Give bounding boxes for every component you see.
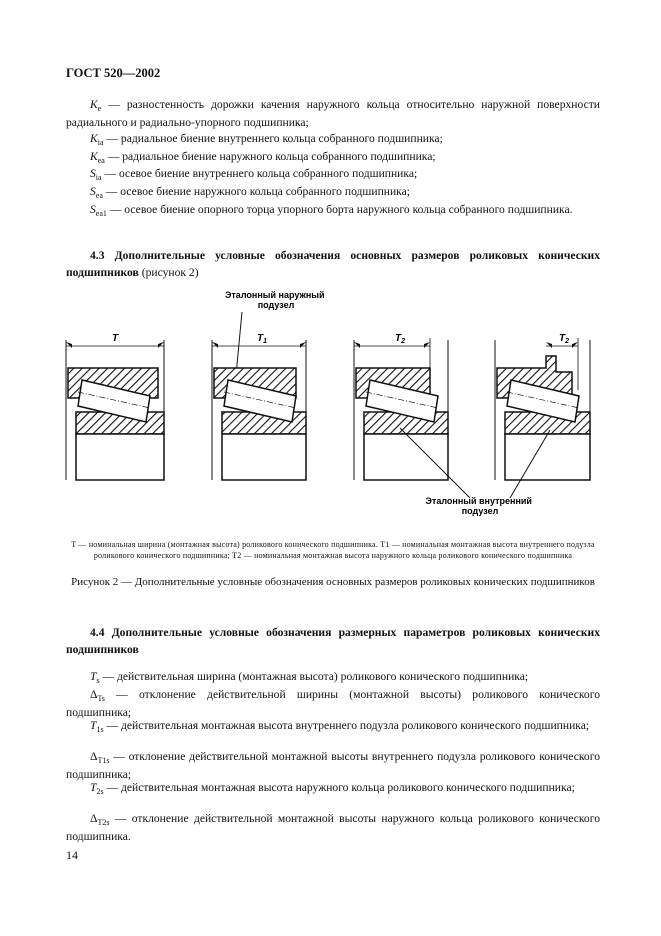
def-symbol: K xyxy=(90,98,98,111)
def-text: — действительная ширина (монтажная высота) роликового конического подшипника; xyxy=(99,670,529,683)
bearing-2 xyxy=(212,333,306,480)
def-symbol: T xyxy=(90,670,97,683)
def-text: — отклонение действительной монтажной высоты внутреннего подузла роликового конического подшипника; xyxy=(66,750,600,781)
def-ts xyxy=(66,668,600,686)
def-symbol: T xyxy=(90,781,97,794)
def-symbol: K xyxy=(90,150,98,163)
def-delta-ts xyxy=(66,686,600,721)
label-outer-line1: Эталонный наружный xyxy=(225,290,325,300)
def-text: — разностенность дорожки качения наружного кольца относительно наружной поверхности радиального и радиально-упорного подшипника; xyxy=(66,98,600,129)
section-title: 4.4 Дополнительные условные обозначения размерных параметров роликовых конических подшипников xyxy=(66,626,600,656)
def-symbol: T xyxy=(90,719,97,732)
leader-outer xyxy=(236,312,242,375)
def-symbol: S xyxy=(90,203,96,216)
def-symbol: S xyxy=(90,167,96,180)
label-outer-line2: подузел xyxy=(257,300,295,310)
def-text: — действительная монтажная высота наружного кольца роликового конического подшипника; xyxy=(103,781,575,794)
def-delta-t2s xyxy=(66,810,600,845)
def-symbol: Δ xyxy=(90,750,98,763)
page-number: 14 xyxy=(66,848,78,862)
def-subscript: T1s xyxy=(97,756,110,765)
def-text: — радиальное биение наружного кольца собранного подшипника; xyxy=(104,150,436,163)
section-suffix: (рисунок 2) xyxy=(138,266,199,279)
def-ke xyxy=(66,96,600,131)
def-subscript: s xyxy=(96,676,100,685)
dim-t: T xyxy=(111,333,119,344)
def-symbol: S xyxy=(90,185,96,198)
def-symbol: K xyxy=(90,132,98,145)
def-subscript: e xyxy=(97,104,102,113)
def-text: — отклонение действительной монтажной высоты наружного кольца роликового конического подшипника. xyxy=(66,812,600,843)
def-subscript: ia xyxy=(97,138,104,147)
section-4-4 xyxy=(66,624,600,658)
def-sea1 xyxy=(66,201,600,219)
figure-note: T — номинальная ширина (монтажная высота) роликового конического подшипника. T1 — номинальная монтажная высота внутреннего подузла роликового конического подшипника; T2 — номинальная монтажная высота наружного кольца роликового конического подшипника xyxy=(71,540,595,560)
def-symbol: Δ xyxy=(90,688,98,701)
def-subscript: Ts xyxy=(97,694,105,703)
dim-t2-a: $T_2$ xyxy=(394,333,406,345)
dim-t2-b: $T_2$ xyxy=(558,333,570,345)
page-header: ГОСТ 520—2002 xyxy=(66,66,161,80)
def-delta-t1s xyxy=(66,748,600,783)
dim-t1: $T_1$ xyxy=(256,333,268,345)
section-4-3 xyxy=(66,247,600,281)
def-subscript: T2s xyxy=(97,818,110,827)
def-t2s xyxy=(66,779,600,797)
section-title: 4.3 Дополнительные условные обозначения основных размеров роликовых конических подшипников xyxy=(66,249,600,279)
label-inner-subassembly xyxy=(426,496,535,516)
bearing-3 xyxy=(354,333,448,480)
def-sea xyxy=(66,183,600,201)
def-subscript: 2s xyxy=(96,787,104,796)
def-t1s xyxy=(66,717,600,735)
def-text: — отклонение действительной ширины (монтажной высоты) роликового конического подшипника; xyxy=(66,688,600,719)
figure-2 xyxy=(0,280,661,530)
def-text: — радиальное биение внутреннего кольца собранного подшипника; xyxy=(103,132,443,145)
def-kea xyxy=(66,148,600,166)
def-text: — осевое биение наружного кольца собранного подшипника; xyxy=(102,185,411,198)
def-subscript: ea xyxy=(95,191,103,200)
label-inner-line1: Эталонный внутренний xyxy=(425,496,532,506)
label-outer-subassembly xyxy=(225,290,327,310)
def-symbol: Δ xyxy=(90,812,98,825)
def-subscript: ea xyxy=(97,156,105,165)
def-subscript: ia xyxy=(95,173,102,182)
bearing-1 xyxy=(66,333,164,480)
label-inner-line2: подузел xyxy=(461,506,499,516)
def-subscript: 1s xyxy=(96,725,104,734)
def-text: — осевое биение опорного торца упорного борта наружного кольца собранного подшипника. xyxy=(106,203,573,216)
bearing-4 xyxy=(495,333,590,480)
def-kia xyxy=(66,130,600,148)
def-text: — действительная монтажная высота внутреннего подузла роликового конического подшипника; xyxy=(103,719,590,732)
def-subscript: ea1 xyxy=(95,209,107,218)
def-text: — осевое биение внутреннего кольца собранного подшипника; xyxy=(101,167,418,180)
def-sia xyxy=(66,165,600,183)
figure-caption: Рисунок 2 — Дополнительные условные обозначения основных размеров роликовых конических подшипников xyxy=(71,576,595,588)
